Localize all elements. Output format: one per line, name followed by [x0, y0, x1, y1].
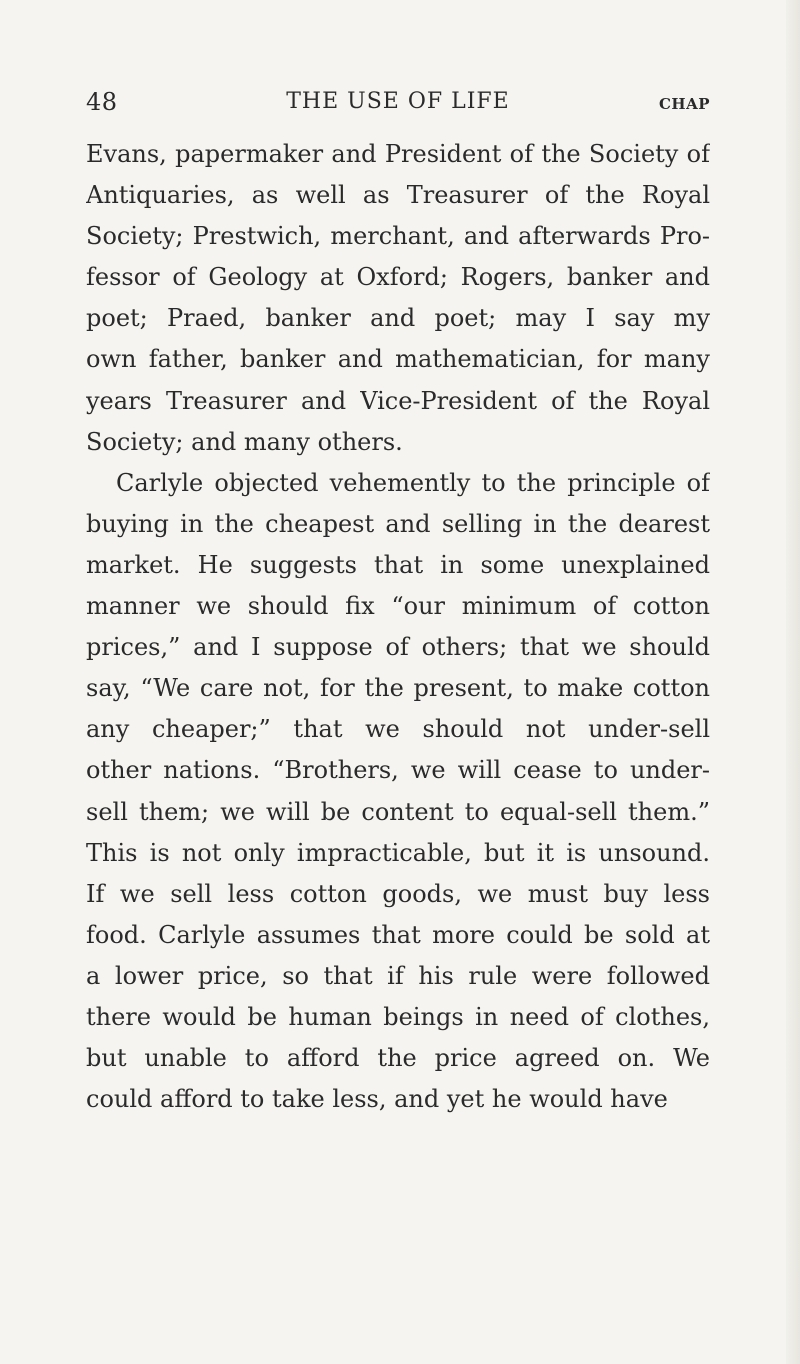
- body-text: [86, 134, 710, 1120]
- text-line: Society; Prestwich, merchant, and afterwards Pro-: [86, 222, 710, 251]
- page-header: [86, 86, 710, 118]
- text-line: sell them; we will be content to equal-sell them.”: [86, 797, 710, 826]
- text-line: buying in the cheapest and selling in the dearest: [86, 509, 710, 538]
- text-line: prices,” and I suppose of others; that we should: [86, 633, 710, 662]
- text-line: say, “We care not, for the present, to make cotton: [86, 674, 710, 703]
- text-line: other nations. “Brothers, we will cease to under-: [86, 756, 710, 785]
- text-line: a lower price, so that if his rule were followed: [86, 961, 710, 990]
- text-line: manner we should fix “our minimum of cotton: [86, 592, 710, 621]
- text-line: If we sell less cotton goods, we must buy less: [86, 879, 710, 908]
- text-line: any cheaper;” that we should not under-sell: [86, 715, 710, 744]
- text-line: poet; Praed, banker and poet; may I say my: [86, 304, 710, 333]
- running-title: THE USE OF LIFE: [286, 89, 510, 114]
- text-line: Antiquaries, as well as Treasurer of the Royal: [86, 181, 710, 210]
- text-line: could afford to take less, and yet he would have: [86, 1085, 668, 1114]
- page-number: 48: [86, 88, 118, 116]
- text-line: food. Carlyle assumes that more could be sold at: [86, 920, 710, 949]
- text-line: but unable to afford the price agreed on. We: [86, 1044, 710, 1073]
- text-line: own father, banker and mathematician, for many: [86, 345, 710, 374]
- text-line: fessor of Geology at Oxford; Rogers, banker and: [86, 263, 710, 292]
- text-line: years Treasurer and Vice-President of the Royal: [86, 386, 710, 415]
- chapter-mark: CHAP: [658, 95, 710, 113]
- text-line: This is not only impracticable, but it is unsound.: [86, 838, 710, 867]
- page-edge: [786, 0, 800, 1364]
- text-line: Evans, papermaker and President of the Society of: [86, 140, 710, 168]
- text-line: there would be human beings in need of clothes,: [86, 1002, 710, 1031]
- text-line: market. He suggests that in some unexplained: [86, 550, 710, 579]
- text-line: Society; and many others.: [86, 427, 403, 456]
- text-line: Carlyle objected vehemently to the principle of: [116, 468, 710, 497]
